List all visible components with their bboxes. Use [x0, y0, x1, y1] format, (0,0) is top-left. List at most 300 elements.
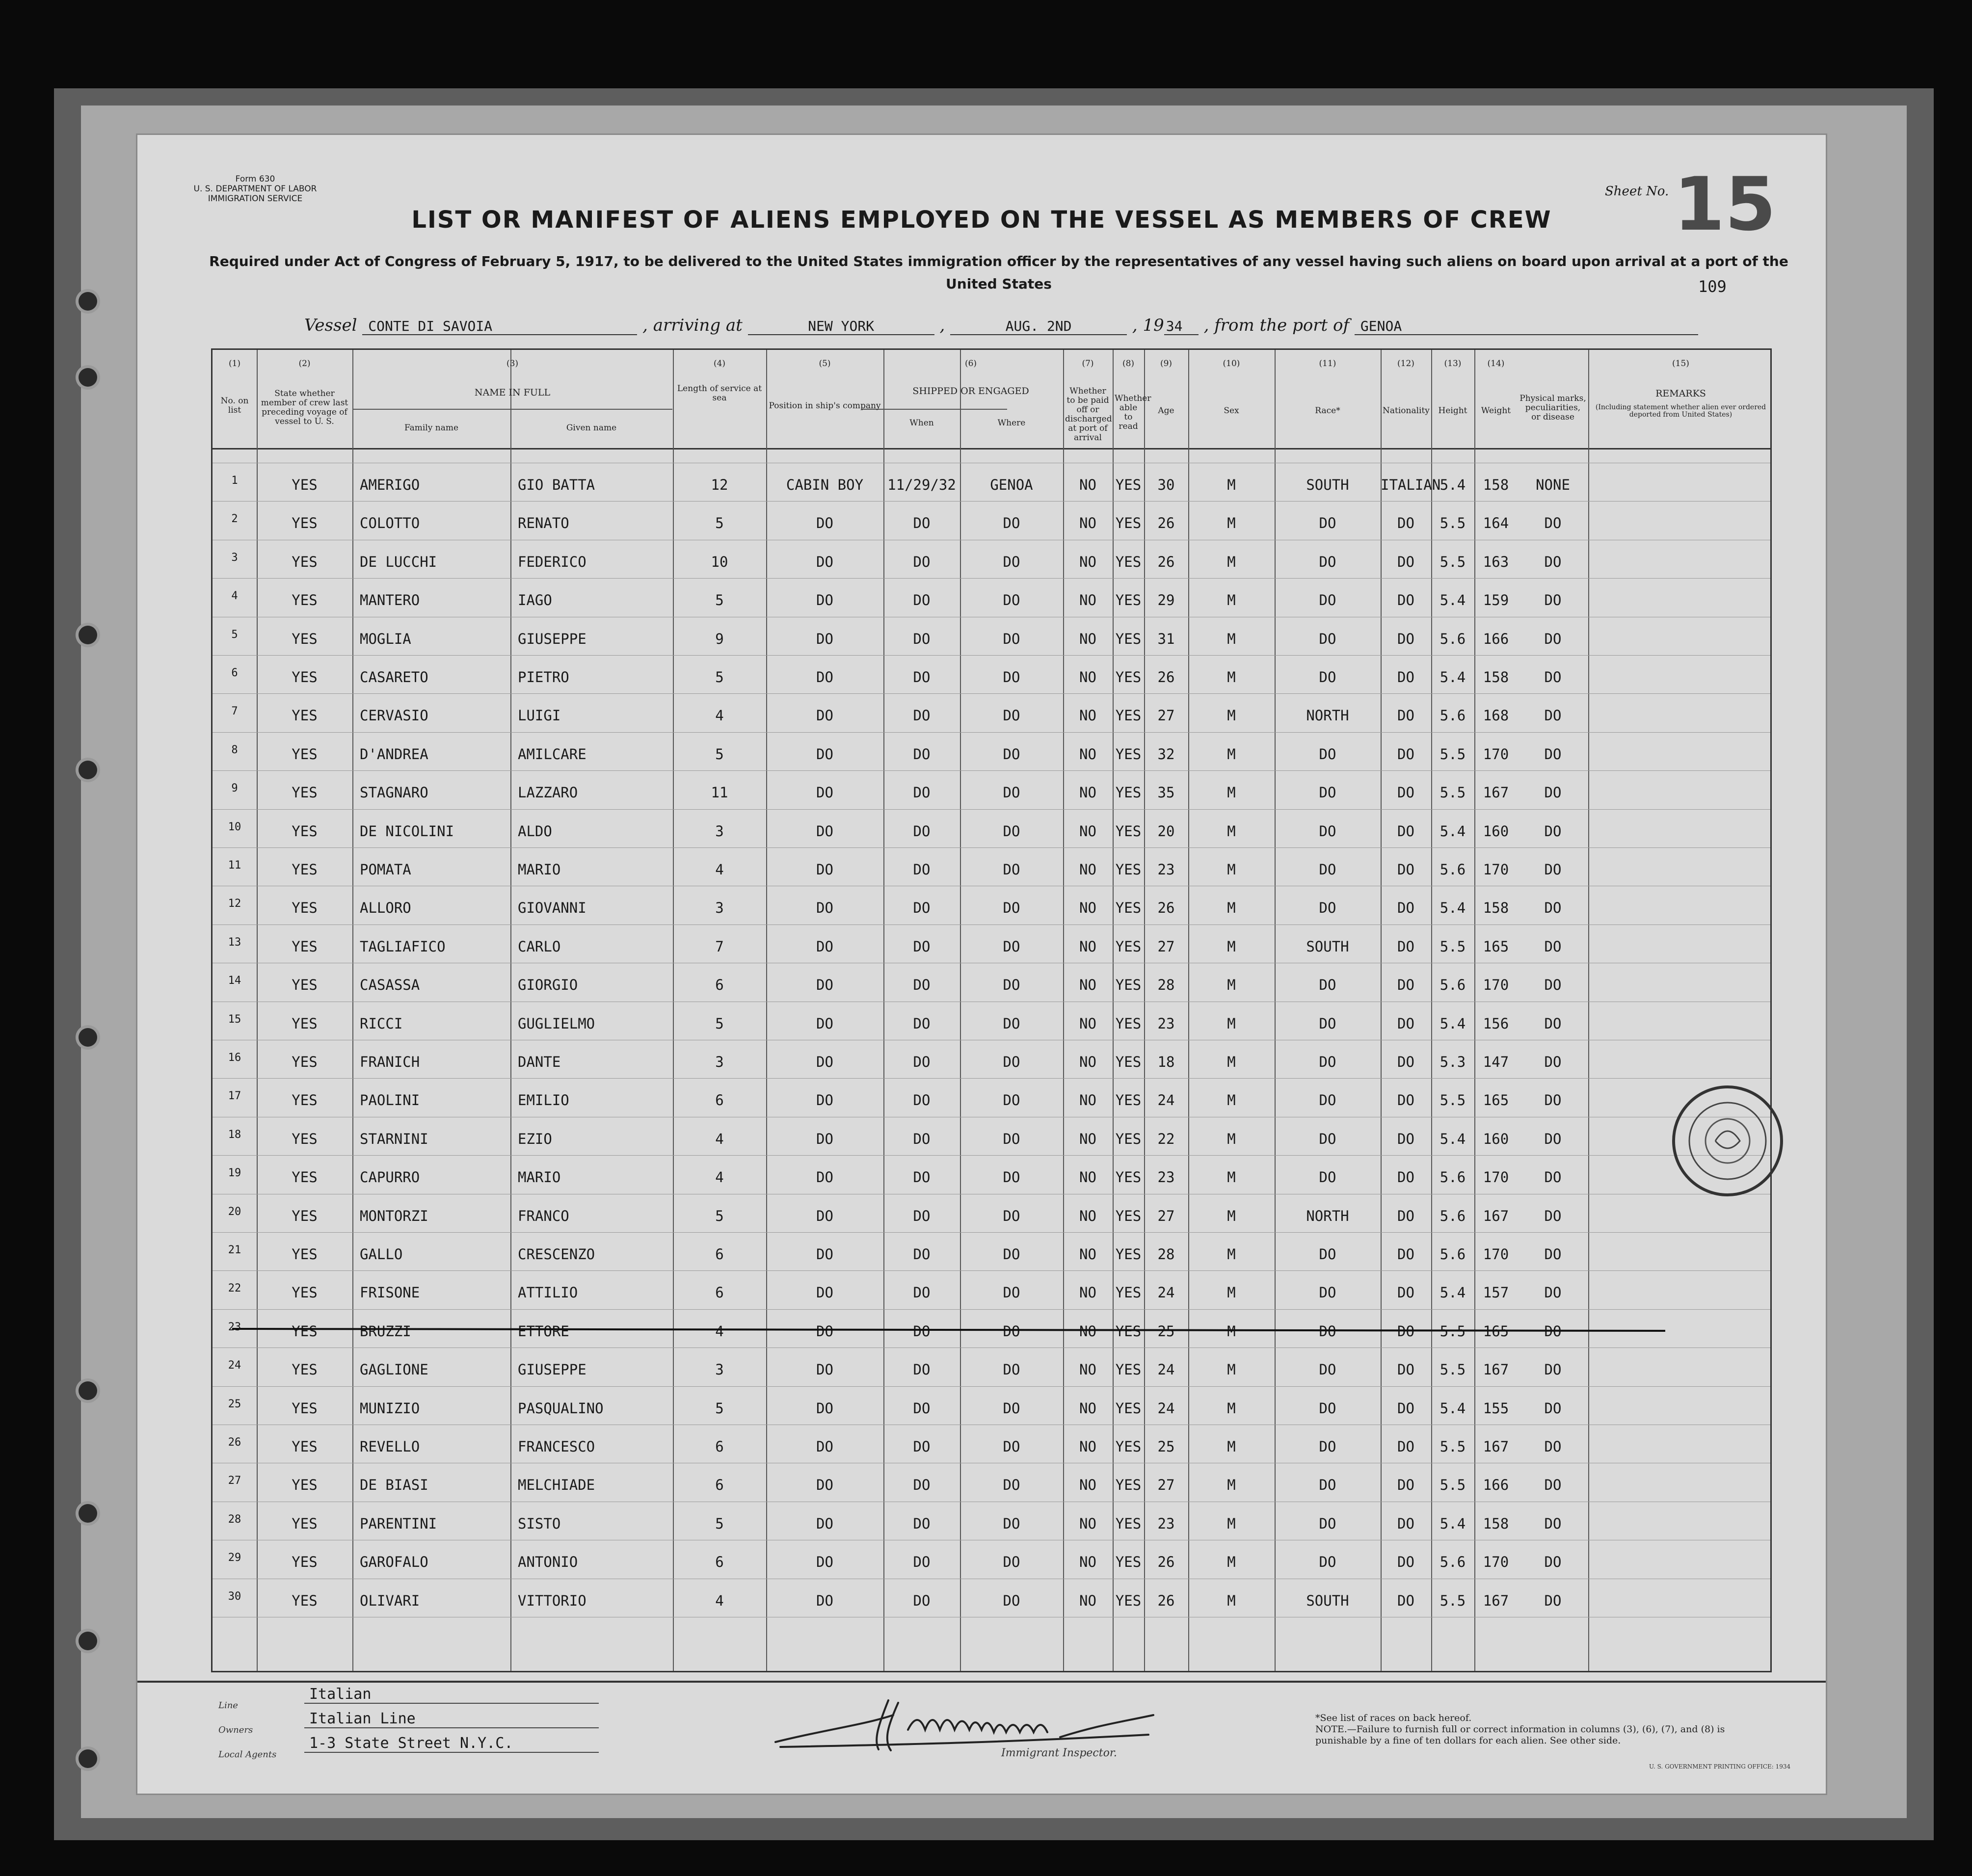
- row-marks: DO: [1544, 1130, 1562, 1147]
- row-age: 32: [1157, 745, 1175, 763]
- row-position: DO: [816, 1169, 833, 1186]
- row-prev: YES: [292, 784, 318, 801]
- row-sex: M: [1227, 784, 1236, 801]
- form-id-line: U. S. DEPARTMENT OF LABOR: [193, 184, 317, 194]
- row-where: DO: [1003, 1169, 1020, 1186]
- row-position: DO: [816, 707, 833, 724]
- row-weight: 157: [1483, 1284, 1509, 1301]
- row-paid: NO: [1079, 707, 1096, 724]
- manifest-sheet: [137, 135, 1826, 1794]
- row-age: 28: [1157, 1246, 1175, 1263]
- row-marks: DO: [1544, 861, 1562, 878]
- row-race: DO: [1319, 1169, 1336, 1186]
- row-weight: 167: [1483, 784, 1509, 801]
- row-height: 5.6: [1439, 861, 1466, 878]
- row-weight: 147: [1483, 1054, 1509, 1070]
- row-race: DO: [1319, 1477, 1336, 1494]
- row-sex: M: [1227, 515, 1236, 532]
- row-position: DO: [816, 1554, 833, 1571]
- row-race: DO: [1319, 861, 1336, 878]
- row-marks: DO: [1544, 822, 1562, 840]
- column-number: (1): [228, 359, 241, 369]
- punch-hole: [79, 1632, 97, 1650]
- row-family: FRANICH: [360, 1054, 420, 1070]
- row-read: YES: [1115, 1054, 1142, 1070]
- row-service: 6: [715, 1246, 724, 1263]
- row-when: DO: [913, 784, 931, 801]
- row-nationality: DO: [1397, 707, 1414, 724]
- row-service: 9: [715, 630, 724, 647]
- row-family: D'ANDREA: [360, 745, 428, 763]
- row-no: 21: [228, 1244, 241, 1256]
- row-sex: M: [1227, 1092, 1236, 1109]
- row-given: GIUSEPPE: [518, 630, 586, 647]
- column-rule: [1113, 350, 1114, 1671]
- row-marks: DO: [1544, 592, 1562, 609]
- row-given: EMILIO: [518, 1092, 569, 1109]
- row-prev: YES: [292, 1015, 318, 1032]
- row-age: 24: [1157, 1361, 1175, 1378]
- row-position: DO: [816, 938, 833, 955]
- row-family: DE BIASI: [360, 1477, 428, 1494]
- row-sex: M: [1227, 1592, 1236, 1609]
- row-marks: DO: [1544, 1207, 1562, 1224]
- row-no: 28: [228, 1513, 241, 1526]
- row-read: YES: [1115, 938, 1142, 955]
- row-nationality: ITALIAN: [1381, 476, 1441, 493]
- row-rule: [213, 770, 1770, 771]
- row-where: DO: [1003, 938, 1020, 955]
- row-read: YES: [1115, 784, 1142, 801]
- row-marks: DO: [1544, 669, 1562, 686]
- footnotes: [1315, 1713, 1747, 1746]
- row-position: DO: [816, 1361, 833, 1378]
- column-rule: [1381, 350, 1382, 1671]
- row-height: 5.4: [1439, 476, 1466, 493]
- row-no: 17: [228, 1090, 241, 1103]
- column-rule: [352, 350, 353, 1671]
- row-service: 3: [715, 822, 724, 840]
- row-prev: YES: [292, 1322, 318, 1340]
- row-read: YES: [1115, 553, 1142, 570]
- row-given: EZIO: [518, 1130, 552, 1147]
- row-service: 6: [715, 1554, 724, 1571]
- row-race: DO: [1319, 1322, 1336, 1340]
- inspector-signature: [766, 1695, 1163, 1754]
- row-weight: 158: [1483, 476, 1509, 493]
- row-nationality: DO: [1397, 822, 1414, 840]
- row-weight: 155: [1483, 1400, 1509, 1417]
- row-service: 5: [715, 1515, 724, 1532]
- row-read: YES: [1115, 1438, 1142, 1455]
- row-no: 10: [228, 820, 241, 833]
- row-read: YES: [1115, 476, 1142, 493]
- row-marks: DO: [1544, 1438, 1562, 1455]
- row-read: YES: [1115, 1322, 1142, 1340]
- arrival-date: AUG. 2ND: [950, 318, 1127, 335]
- row-where: DO: [1003, 822, 1020, 840]
- row-family: MONTORZI: [360, 1207, 428, 1224]
- row-race: DO: [1319, 1515, 1336, 1532]
- row-no: 22: [228, 1282, 241, 1295]
- row-no: 4: [231, 590, 238, 603]
- row-position: DO: [816, 1284, 833, 1301]
- row-given: RENATO: [518, 515, 569, 532]
- row-weight: 167: [1483, 1592, 1509, 1609]
- row-weight: 167: [1483, 1207, 1509, 1224]
- row-nationality: DO: [1397, 1169, 1414, 1186]
- row-when: DO: [913, 861, 931, 878]
- row-where: DO: [1003, 899, 1020, 917]
- race-footnote: *See list of races on back hereof.: [1315, 1713, 1472, 1723]
- row-rule: [213, 693, 1770, 694]
- row-paid: NO: [1079, 1054, 1096, 1070]
- row-given: FRANCESCO: [518, 1438, 595, 1455]
- row-rule: [213, 1232, 1770, 1233]
- row-paid: NO: [1079, 745, 1096, 763]
- row-age: 28: [1157, 977, 1175, 994]
- row-service: 4: [715, 1592, 724, 1609]
- column-rule: [960, 350, 961, 1671]
- row-race: SOUTH: [1306, 938, 1349, 955]
- vessel-line: Vessel CONTE DI SAVOIA , arriving at NEW YORK , AUG. 2ND , 19 34 , from the port of GENOA: [304, 316, 1698, 335]
- row-race: DO: [1319, 1054, 1336, 1070]
- row-rule: [213, 1155, 1770, 1156]
- owners-value: Italian Line: [304, 1710, 599, 1728]
- row-prev: YES: [292, 899, 318, 917]
- form-id-line: IMMIGRATION SERVICE: [208, 194, 303, 204]
- row-paid: NO: [1079, 1284, 1096, 1301]
- row-age: 20: [1157, 822, 1175, 840]
- row-age: 23: [1157, 1015, 1175, 1032]
- row-no: 5: [231, 628, 238, 641]
- row-nationality: DO: [1397, 1477, 1414, 1494]
- row-no: 16: [228, 1052, 241, 1064]
- column-rule: [1188, 350, 1189, 1671]
- row-where: DO: [1003, 1554, 1020, 1571]
- row-family: STARNINI: [360, 1130, 428, 1147]
- row-paid: NO: [1079, 476, 1096, 493]
- row-race: DO: [1319, 592, 1336, 609]
- punch-hole: [79, 626, 97, 644]
- name-in-full-header: NAME IN FULL: [474, 387, 551, 398]
- row-no: 23: [228, 1321, 241, 1333]
- row-read: YES: [1115, 1361, 1142, 1378]
- row-when: DO: [913, 977, 931, 994]
- row-service: 5: [715, 1207, 724, 1224]
- row-given: MELCHIADE: [518, 1477, 595, 1494]
- row-no: 1: [231, 475, 238, 487]
- row-prev: YES: [292, 861, 318, 878]
- row-prev: YES: [292, 1092, 318, 1109]
- row-paid: NO: [1079, 822, 1096, 840]
- row-rule: [213, 847, 1770, 848]
- row-no: 15: [228, 1013, 241, 1026]
- row-family: MUNIZIO: [360, 1400, 420, 1417]
- row-nationality: DO: [1397, 1322, 1414, 1340]
- row-paid: NO: [1079, 1246, 1096, 1263]
- row-position: DO: [816, 784, 833, 801]
- row-age: 26: [1157, 515, 1175, 532]
- row-marks: DO: [1544, 784, 1562, 801]
- row-given: GIOVANNI: [518, 899, 586, 917]
- column-number: (2): [298, 359, 311, 369]
- row-read: YES: [1115, 861, 1142, 878]
- row-when: DO: [913, 1130, 931, 1147]
- row-when: DO: [913, 1284, 931, 1301]
- column-number: (13): [1444, 359, 1462, 369]
- row-height: 5.5: [1439, 1092, 1466, 1109]
- punch-hole: [79, 368, 97, 387]
- row-service: 4: [715, 1322, 724, 1340]
- row-given: GUGLIELMO: [518, 1015, 595, 1032]
- row-no: 11: [228, 859, 241, 872]
- row-no: 24: [228, 1359, 241, 1372]
- row-weight: 167: [1483, 1361, 1509, 1378]
- row-prev: YES: [292, 1246, 318, 1263]
- row-nationality: DO: [1397, 669, 1414, 686]
- row-when: DO: [913, 553, 931, 570]
- row-when: DO: [913, 1015, 931, 1032]
- row-race: DO: [1319, 1438, 1336, 1455]
- row-height: 5.5: [1439, 745, 1466, 763]
- row-family: STAGNARO: [360, 784, 428, 801]
- row-height: 5.5: [1439, 1361, 1466, 1378]
- sheet-label: Sheet No.: [1605, 184, 1669, 199]
- punch-hole: [79, 1749, 97, 1768]
- row-rule: [213, 1309, 1770, 1310]
- row-height: 5.6: [1439, 1169, 1466, 1186]
- row-where: DO: [1003, 1246, 1020, 1263]
- row-position: DO: [816, 1207, 833, 1224]
- row-service: 6: [715, 977, 724, 994]
- row-when: DO: [913, 630, 931, 647]
- row-position: DO: [816, 1592, 833, 1609]
- row-given: GIUSEPPE: [518, 1361, 586, 1378]
- where-header: Where: [997, 418, 1026, 428]
- row-when: DO: [913, 899, 931, 917]
- row-weight: 166: [1483, 1477, 1509, 1494]
- row-nationality: DO: [1397, 1207, 1414, 1224]
- punch-hole: [79, 761, 97, 779]
- row-service: 6: [715, 1438, 724, 1455]
- state-whether-header: State whether member of crew last preceding voyage of vessel to U. S.: [261, 389, 348, 426]
- row-given: ATTILIO: [518, 1284, 578, 1301]
- row-height: 5.4: [1439, 1515, 1466, 1532]
- row-nationality: DO: [1397, 592, 1414, 609]
- row-position: DO: [816, 1015, 833, 1032]
- crew-table: [211, 348, 1772, 1672]
- shipped-subheader-rule: [862, 409, 1007, 410]
- row-race: DO: [1319, 553, 1336, 570]
- row-given: ETTORE: [518, 1322, 569, 1340]
- row-service: 10: [711, 553, 728, 570]
- departure-port: GENOA: [1355, 318, 1698, 335]
- row-read: YES: [1115, 1092, 1142, 1109]
- header-rule: [213, 448, 1770, 449]
- row-read: YES: [1115, 822, 1142, 840]
- row-height: 5.6: [1439, 1207, 1466, 1224]
- row-position: DO: [816, 977, 833, 994]
- column-rule: [1588, 350, 1589, 1671]
- arrival-port: NEW YORK: [748, 318, 934, 335]
- row-service: 5: [715, 745, 724, 763]
- paid-off-header: Whether to be paid off or discharged at port of arrival: [1065, 386, 1112, 443]
- row-service: 4: [715, 707, 724, 724]
- row-position: DO: [816, 1246, 833, 1263]
- row-nationality: DO: [1397, 938, 1414, 955]
- row-given: PIETRO: [518, 669, 569, 686]
- row-when: DO: [913, 1554, 931, 1571]
- row-family: BRUZZI: [360, 1322, 411, 1340]
- row-marks: NONE: [1536, 476, 1570, 493]
- row-where: DO: [1003, 592, 1020, 609]
- row-paid: NO: [1079, 553, 1096, 570]
- row-weight: 170: [1483, 1246, 1509, 1263]
- row-nationality: DO: [1397, 1554, 1414, 1571]
- row-sex: M: [1227, 553, 1236, 570]
- row-family: PAOLINI: [360, 1092, 420, 1109]
- row-marks: DO: [1544, 938, 1562, 955]
- row-sex: M: [1227, 1169, 1236, 1186]
- row-service: 7: [715, 938, 724, 955]
- vessel-name: CONTE DI SAVOIA: [362, 318, 637, 335]
- weight-header: Weight: [1481, 406, 1511, 416]
- row-nationality: DO: [1397, 1130, 1414, 1147]
- row-paid: NO: [1079, 1438, 1096, 1455]
- row-given: PASQUALINO: [518, 1400, 604, 1417]
- row-read: YES: [1115, 1169, 1142, 1186]
- row-height: 5.4: [1439, 1284, 1466, 1301]
- row-given: AMILCARE: [518, 745, 586, 763]
- row-no: 30: [228, 1590, 241, 1603]
- row-family: DE NICOLINI: [360, 822, 454, 840]
- row-height: 5.5: [1439, 1477, 1466, 1494]
- row-given: FEDERICO: [518, 553, 586, 570]
- row-family: TAGLIAFICO: [360, 938, 446, 955]
- punch-hole: [79, 1028, 97, 1047]
- row-family: OLIVARI: [360, 1592, 420, 1609]
- row-paid: NO: [1079, 1592, 1096, 1609]
- column-rule: [766, 350, 767, 1671]
- row-sex: M: [1227, 1207, 1236, 1224]
- row-no: 13: [228, 936, 241, 949]
- row-height: 5.6: [1439, 977, 1466, 994]
- year-suffix: 34: [1164, 318, 1199, 335]
- row-age: 26: [1157, 1554, 1175, 1571]
- row-paid: NO: [1079, 1130, 1096, 1147]
- row-position: DO: [816, 899, 833, 917]
- column-number: (5): [819, 359, 831, 369]
- when-header: When: [909, 418, 934, 428]
- row-nationality: DO: [1397, 553, 1414, 570]
- row-height: 5.6: [1439, 1246, 1466, 1263]
- row-where: DO: [1003, 1592, 1020, 1609]
- row-no: 2: [231, 513, 238, 526]
- row-paid: NO: [1079, 784, 1096, 801]
- row-weight: 167: [1483, 1438, 1509, 1455]
- row-when: DO: [913, 1322, 931, 1340]
- row-given: MARIO: [518, 861, 561, 878]
- row-nationality: DO: [1397, 1400, 1414, 1417]
- row-marks: DO: [1544, 1361, 1562, 1378]
- row-read: YES: [1115, 515, 1142, 532]
- row-race: DO: [1319, 1246, 1336, 1263]
- height-header: Height: [1438, 406, 1467, 416]
- row-nationality: DO: [1397, 1592, 1414, 1609]
- row-marks: DO: [1544, 1554, 1562, 1571]
- row-sex: M: [1227, 977, 1236, 994]
- column-number: (12): [1397, 359, 1414, 369]
- row-service: 5: [715, 515, 724, 532]
- row-when: DO: [913, 1361, 931, 1378]
- row-no: 9: [231, 782, 238, 795]
- row-where: DO: [1003, 1054, 1020, 1070]
- row-when: DO: [913, 1400, 931, 1417]
- row-when: DO: [913, 1515, 931, 1532]
- row-family: AMERIGO: [360, 476, 420, 493]
- row-age: 29: [1157, 592, 1175, 609]
- age-header: Age: [1158, 406, 1174, 416]
- punch-hole: [79, 1504, 97, 1523]
- row-paid: NO: [1079, 1207, 1096, 1224]
- row-age: 23: [1157, 1169, 1175, 1186]
- row-service: 5: [715, 669, 724, 686]
- row-no: 7: [231, 705, 238, 718]
- shipped-engaged-header: SHIPPED OR ENGAGED: [912, 386, 1029, 396]
- row-paid: NO: [1079, 1169, 1096, 1186]
- row-no: 12: [228, 898, 241, 910]
- row-where: DO: [1003, 707, 1020, 724]
- row-read: YES: [1115, 1246, 1142, 1263]
- row-position: CABIN BOY: [786, 476, 864, 493]
- year-prefix: 19: [1143, 316, 1164, 335]
- row-height: 5.5: [1439, 1322, 1466, 1340]
- row-no: 29: [228, 1552, 241, 1564]
- row-read: YES: [1115, 1015, 1142, 1032]
- row-given: MARIO: [518, 1169, 561, 1186]
- row-when: DO: [913, 1438, 931, 1455]
- row-nationality: DO: [1397, 1015, 1414, 1032]
- row-prev: YES: [292, 745, 318, 763]
- row-nationality: DO: [1397, 1092, 1414, 1109]
- row-paid: NO: [1079, 1015, 1096, 1032]
- row-service: 3: [715, 1054, 724, 1070]
- row-weight: 170: [1483, 745, 1509, 763]
- row-weight: 164: [1483, 515, 1509, 532]
- row-paid: NO: [1079, 977, 1096, 994]
- row-where: GENOA: [990, 476, 1033, 493]
- row-family: GAGLIONE: [360, 1361, 428, 1378]
- row-race: SOUTH: [1306, 476, 1349, 493]
- row-race: DO: [1319, 784, 1336, 801]
- row-read: YES: [1115, 1554, 1142, 1571]
- row-rule: [213, 1078, 1770, 1079]
- row-nationality: DO: [1397, 630, 1414, 647]
- row-read: YES: [1115, 592, 1142, 609]
- row-family: FRISONE: [360, 1284, 420, 1301]
- row-nationality: DO: [1397, 899, 1414, 917]
- row-read: YES: [1115, 1400, 1142, 1417]
- race-header: Race*: [1315, 406, 1340, 416]
- row-paid: NO: [1079, 899, 1096, 917]
- row-weight: 160: [1483, 1130, 1509, 1147]
- column-rule: [883, 350, 884, 1671]
- row-age: 30: [1157, 476, 1175, 493]
- row-prev: YES: [292, 1438, 318, 1455]
- column-number: (3): [506, 359, 519, 369]
- row-position: DO: [816, 553, 833, 570]
